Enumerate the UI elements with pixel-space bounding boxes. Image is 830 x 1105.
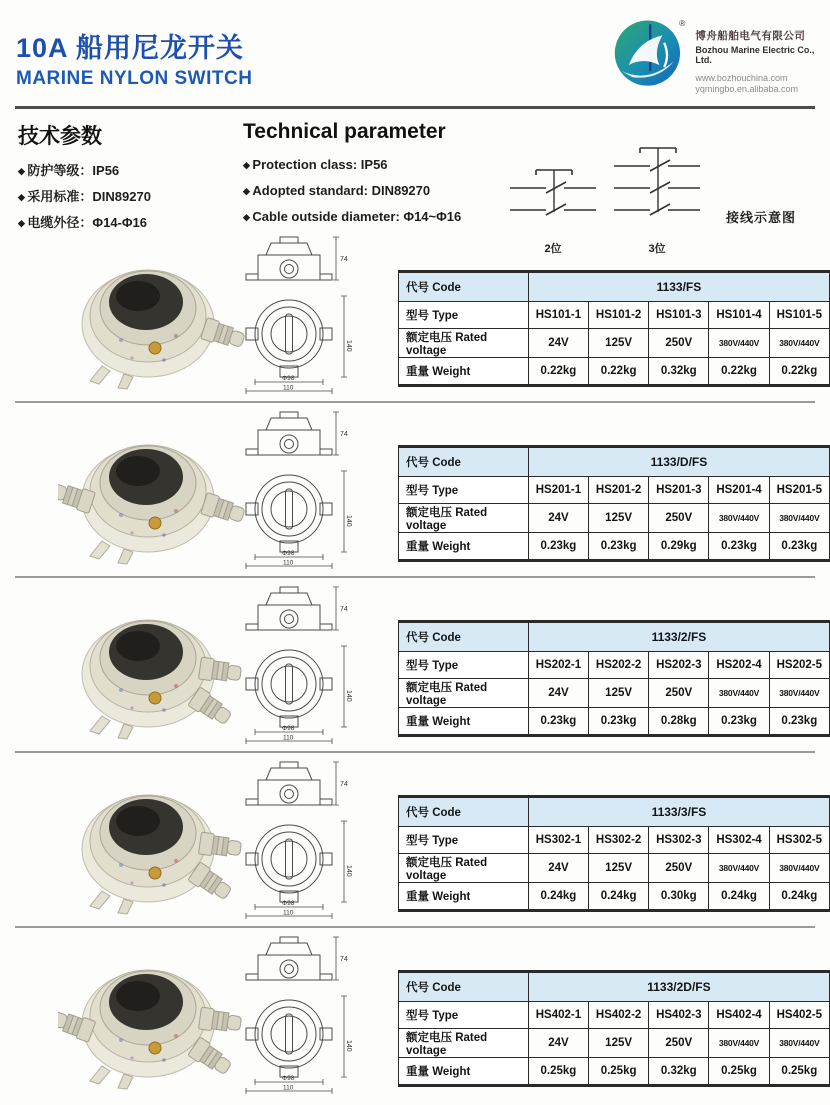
type-value: HS101-2 bbox=[589, 302, 649, 329]
voltage-value: 380V/440V bbox=[709, 504, 769, 533]
spec-table bbox=[398, 270, 830, 387]
type-value: HS302-5 bbox=[769, 827, 829, 854]
product-photo bbox=[58, 590, 248, 740]
voltage-value: 380V/440V bbox=[709, 1029, 769, 1058]
type-value: HS402-4 bbox=[709, 1002, 769, 1029]
product-photo bbox=[58, 240, 248, 390]
tech-item: ◆ Protection class: IP56 bbox=[243, 152, 513, 178]
weight-value: 0.22kg bbox=[769, 358, 829, 386]
weight-value: 0.23kg bbox=[528, 708, 588, 736]
tech-params-zh bbox=[18, 120, 228, 236]
registered-mark-icon: ® bbox=[679, 18, 686, 29]
svg-text:Φ98: Φ98 bbox=[282, 550, 295, 557]
tech-params-list-en bbox=[243, 152, 513, 230]
voltage-value: 24V bbox=[528, 679, 588, 708]
product-rows bbox=[0, 228, 830, 1103]
voltage-value: 250V bbox=[649, 329, 709, 358]
svg-text:74: 74 bbox=[340, 431, 348, 438]
weight-label: 重量 Weight bbox=[399, 883, 529, 911]
product-photo bbox=[58, 415, 248, 565]
voltage-value: 380V/440V bbox=[709, 329, 769, 358]
type-label: 型号 Type bbox=[399, 652, 529, 679]
type-value: HS201-2 bbox=[589, 477, 649, 504]
weight-value: 0.23kg bbox=[589, 708, 649, 736]
weight-value: 0.23kg bbox=[709, 533, 769, 561]
weight-value: 0.25kg bbox=[528, 1058, 588, 1086]
voltage-value: 125V bbox=[589, 679, 649, 708]
svg-text:74: 74 bbox=[340, 956, 348, 963]
weight-value: 0.24kg bbox=[589, 883, 649, 911]
voltage-value: 250V bbox=[649, 1029, 709, 1058]
code-value: 1133/FS bbox=[528, 272, 829, 302]
type-label: 型号 Type bbox=[399, 827, 529, 854]
weight-label: 重量 Weight bbox=[399, 708, 529, 736]
voltage-value: 24V bbox=[528, 854, 588, 883]
voltage-value: 250V bbox=[649, 679, 709, 708]
type-label: 型号 Type bbox=[399, 302, 529, 329]
weight-value: 0.22kg bbox=[528, 358, 588, 386]
code-value: 1133/2/FS bbox=[528, 622, 829, 652]
page-title-zh: 10A 船用尼龙开关 bbox=[16, 33, 245, 63]
weight-value: 0.23kg bbox=[769, 708, 829, 736]
code-label: 代号 Code bbox=[399, 272, 529, 302]
type-value: HS101-1 bbox=[528, 302, 588, 329]
code-label: 代号 Code bbox=[399, 972, 529, 1002]
svg-text:110: 110 bbox=[283, 1084, 294, 1092]
voltage-value: 380V/440V bbox=[769, 329, 829, 358]
product-row-1133-2-FS bbox=[0, 578, 830, 753]
voltage-value: 24V bbox=[528, 329, 588, 358]
code-value: 1133/3/FS bbox=[528, 797, 829, 827]
svg-text:140: 140 bbox=[345, 865, 352, 877]
weight-value: 0.24kg bbox=[709, 883, 769, 911]
weight-value: 0.25kg bbox=[589, 1058, 649, 1086]
type-label: 型号 Type bbox=[399, 477, 529, 504]
weight-value: 0.22kg bbox=[709, 358, 769, 386]
tech-item: ◆ 采用标准：DIN89270 bbox=[18, 184, 228, 210]
type-value: HS402-3 bbox=[649, 1002, 709, 1029]
type-value: HS302-4 bbox=[709, 827, 769, 854]
weight-label: 重量 Weight bbox=[399, 1058, 529, 1086]
page-header bbox=[16, 26, 252, 90]
svg-text:74: 74 bbox=[340, 606, 348, 613]
type-value: HS201-1 bbox=[528, 477, 588, 504]
header-divider bbox=[15, 106, 815, 109]
svg-text:74: 74 bbox=[340, 781, 348, 788]
type-value: HS201-3 bbox=[649, 477, 709, 504]
voltage-label: 额定电压 Rated voltage bbox=[399, 854, 529, 883]
svg-text:110: 110 bbox=[283, 734, 294, 742]
tech-params-list-zh bbox=[18, 158, 228, 236]
weight-value: 0.24kg bbox=[528, 883, 588, 911]
company-text bbox=[695, 28, 824, 94]
type-value: HS402-1 bbox=[528, 1002, 588, 1029]
svg-text:140: 140 bbox=[345, 690, 352, 702]
voltage-value: 250V bbox=[649, 504, 709, 533]
circuit-2pos-label: 2位 bbox=[544, 243, 562, 255]
weight-value: 0.23kg bbox=[709, 708, 769, 736]
type-value: HS202-1 bbox=[528, 652, 588, 679]
weight-value: 0.24kg bbox=[769, 883, 829, 911]
tech-params-heading-zh: 技术参数 bbox=[18, 125, 102, 148]
type-value: HS101-5 bbox=[769, 302, 829, 329]
type-value: HS302-1 bbox=[528, 827, 588, 854]
weight-value: 0.23kg bbox=[528, 533, 588, 561]
voltage-value: 250V bbox=[649, 854, 709, 883]
weight-value: 0.28kg bbox=[649, 708, 709, 736]
product-dimension-drawing bbox=[240, 234, 358, 396]
voltage-value: 380V/440V bbox=[769, 679, 829, 708]
product-row-1133-D-FS bbox=[0, 403, 830, 578]
voltage-value: 380V/440V bbox=[769, 1029, 829, 1058]
weight-value: 0.23kg bbox=[589, 533, 649, 561]
weight-value: 0.25kg bbox=[769, 1058, 829, 1086]
voltage-value: 380V/440V bbox=[769, 504, 829, 533]
type-value: HS101-4 bbox=[709, 302, 769, 329]
product-photo bbox=[58, 940, 248, 1090]
weight-value: 0.23kg bbox=[769, 533, 829, 561]
svg-text:74: 74 bbox=[340, 256, 348, 263]
voltage-value: 380V/440V bbox=[769, 854, 829, 883]
type-value: HS402-5 bbox=[769, 1002, 829, 1029]
voltage-value: 24V bbox=[528, 504, 588, 533]
type-label: 型号 Type bbox=[399, 1002, 529, 1029]
company-website-1: www.bozhouchina.com bbox=[695, 73, 788, 83]
type-value: HS202-5 bbox=[769, 652, 829, 679]
svg-text:140: 140 bbox=[345, 515, 352, 527]
voltage-value: 24V bbox=[528, 1029, 588, 1058]
spec-table bbox=[398, 445, 830, 562]
svg-text:Φ98: Φ98 bbox=[282, 725, 295, 732]
spec-table bbox=[398, 795, 830, 912]
product-dimension-drawing bbox=[240, 409, 358, 571]
spec-table bbox=[398, 970, 830, 1087]
circuit-3pos-label: 3位 bbox=[648, 243, 666, 255]
voltage-value: 380V/440V bbox=[709, 679, 769, 708]
company-name-en: Bozhou Marine Electric Co., Ltd. bbox=[695, 45, 815, 65]
type-value: HS302-2 bbox=[589, 827, 649, 854]
weight-value: 0.29kg bbox=[649, 533, 709, 561]
svg-text:Φ98: Φ98 bbox=[282, 900, 295, 907]
product-dimension-drawing bbox=[240, 934, 358, 1096]
code-value: 1133/2D/FS bbox=[528, 972, 829, 1002]
voltage-value: 125V bbox=[589, 854, 649, 883]
svg-text:Φ98: Φ98 bbox=[282, 1075, 295, 1082]
company-name-zh: 博舟船舶电气有限公司 bbox=[695, 30, 806, 42]
svg-text:140: 140 bbox=[345, 1040, 352, 1052]
svg-text:110: 110 bbox=[283, 909, 294, 917]
product-dimension-drawing bbox=[240, 584, 358, 746]
voltage-value: 125V bbox=[589, 504, 649, 533]
product-row-1133-FS bbox=[0, 228, 830, 403]
company-logo-icon bbox=[612, 12, 688, 96]
svg-text:110: 110 bbox=[283, 384, 294, 392]
code-value: 1133/D/FS bbox=[528, 447, 829, 477]
type-value: HS302-3 bbox=[649, 827, 709, 854]
type-value: HS202-3 bbox=[649, 652, 709, 679]
svg-text:Φ98: Φ98 bbox=[282, 375, 295, 382]
weight-value: 0.22kg bbox=[589, 358, 649, 386]
product-row-1133-2D-FS bbox=[0, 928, 830, 1103]
product-photo bbox=[58, 765, 248, 915]
weight-value: 0.32kg bbox=[649, 1058, 709, 1086]
weight-label: 重量 Weight bbox=[399, 358, 529, 386]
tech-params-heading-en: Technical parameter bbox=[243, 120, 446, 143]
wiring-caption: 接线示意图 bbox=[726, 210, 797, 225]
voltage-label: 额定电压 Rated voltage bbox=[399, 329, 529, 358]
voltage-value: 125V bbox=[589, 1029, 649, 1058]
tech-params-en bbox=[243, 120, 513, 230]
page-title-en: MARINE NYLON SWITCH bbox=[16, 68, 253, 89]
weight-value: 0.32kg bbox=[649, 358, 709, 386]
voltage-label: 额定电压 Rated voltage bbox=[399, 679, 529, 708]
type-value: HS101-3 bbox=[649, 302, 709, 329]
type-value: HS201-4 bbox=[709, 477, 769, 504]
type-value: HS202-4 bbox=[709, 652, 769, 679]
voltage-value: 380V/440V bbox=[709, 854, 769, 883]
type-value: HS402-2 bbox=[589, 1002, 649, 1029]
code-label: 代号 Code bbox=[399, 447, 529, 477]
tech-item: ◆ Adopted standard: DIN89270 bbox=[243, 178, 513, 204]
weight-value: 0.30kg bbox=[649, 883, 709, 911]
code-label: 代号 Code bbox=[399, 622, 529, 652]
product-row-1133-3-FS bbox=[0, 753, 830, 928]
svg-text:110: 110 bbox=[283, 559, 294, 567]
type-value: HS202-2 bbox=[589, 652, 649, 679]
type-value: HS201-5 bbox=[769, 477, 829, 504]
voltage-label: 额定电压 Rated voltage bbox=[399, 1029, 529, 1058]
tech-item: ◆ 电缆外径：Φ14-Φ16 bbox=[18, 210, 228, 236]
spec-table bbox=[398, 620, 830, 737]
weight-value: 0.25kg bbox=[709, 1058, 769, 1086]
company-logo-block bbox=[612, 12, 824, 96]
tech-item: ◆ Cable outside diameter: Φ14~Φ16 bbox=[243, 204, 513, 230]
voltage-value: 125V bbox=[589, 329, 649, 358]
tech-item: ◆ 防护等级：IP56 bbox=[18, 158, 228, 184]
company-website-2: yqmingbo.en.alibaba.com bbox=[695, 84, 798, 94]
svg-text:140: 140 bbox=[345, 340, 352, 352]
product-dimension-drawing bbox=[240, 759, 358, 921]
voltage-label: 额定电压 Rated voltage bbox=[399, 504, 529, 533]
weight-label: 重量 Weight bbox=[399, 533, 529, 561]
code-label: 代号 Code bbox=[399, 797, 529, 827]
